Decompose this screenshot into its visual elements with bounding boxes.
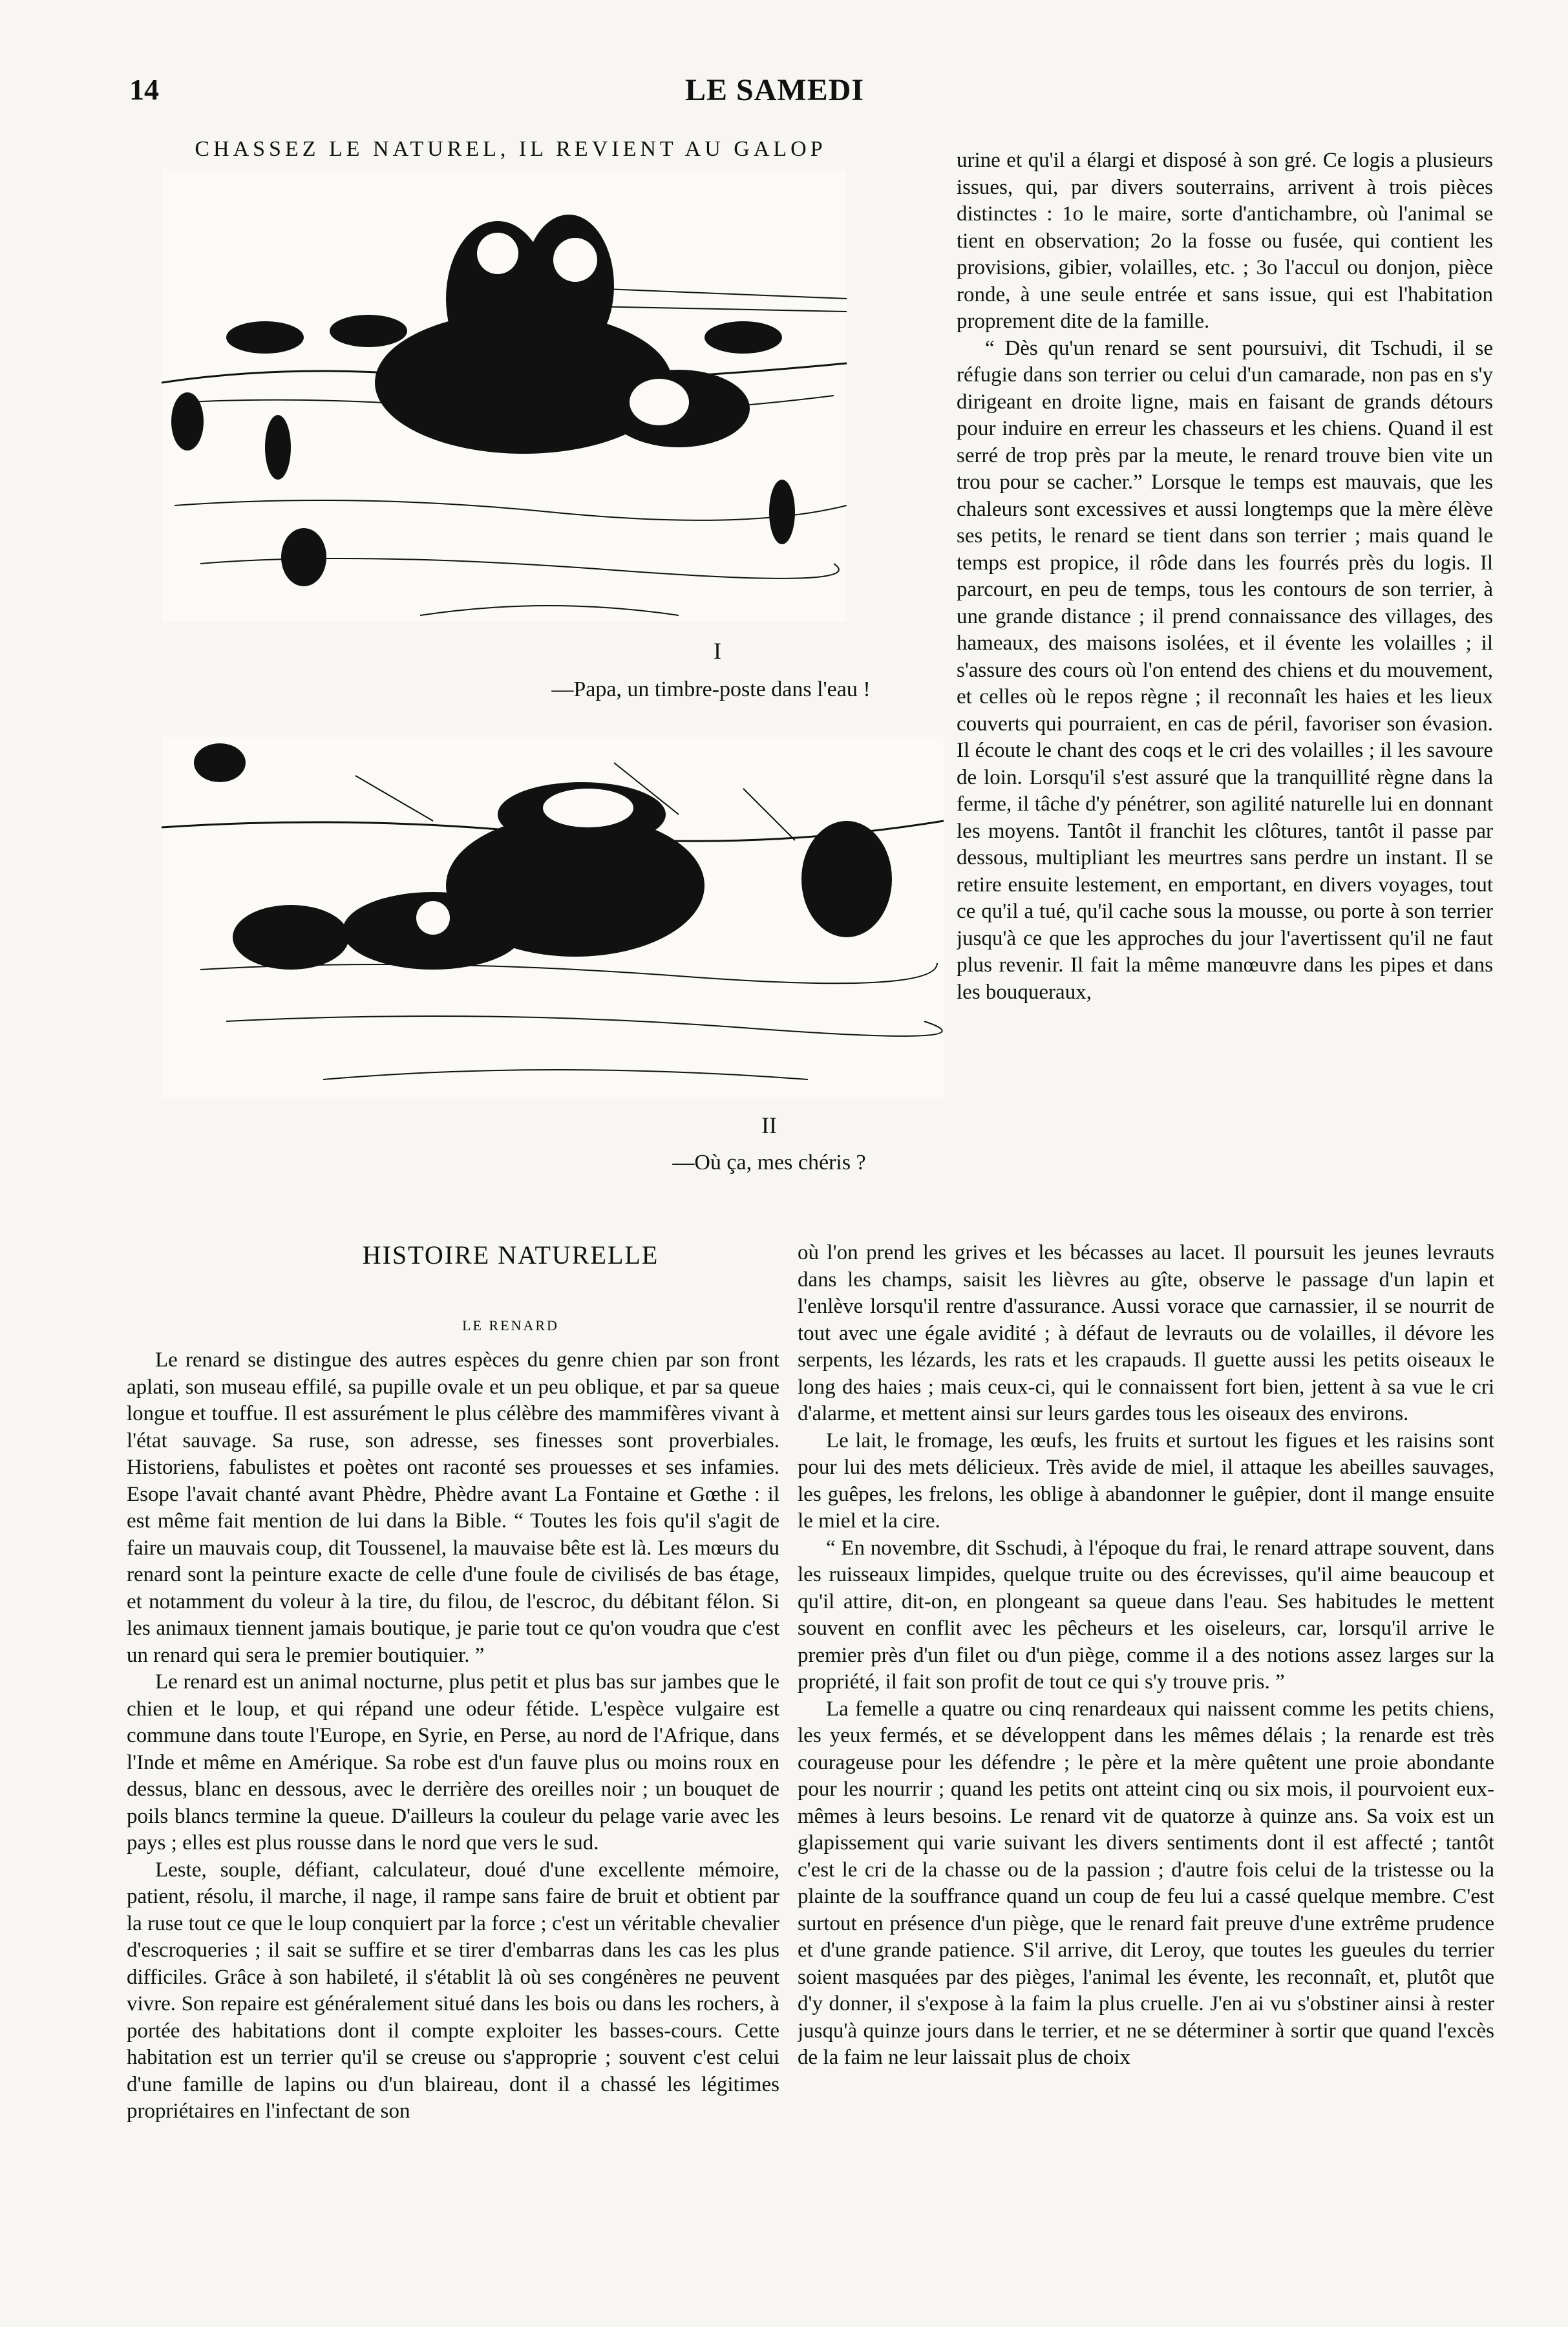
paragraph: Le renard est un animal nocturne, plus petit et plus bas sur jambes que le chien et le loup, et qui répand une odeur fétide. L'espèce vulgaire est commune dans toute l'Europe, en Syrie, en Perse, au nord de l'Afrique, dans l'Inde et même en Amérique. Sa robe est d'un fauve plus ou moins roux en dessus, blanc en dessous, avec le derrière des oreilles noir ; un bouquet de poils blancs termine la queue. D'ailleurs la couleur du pelage varie avec les pays ; elles est plus rousse dans le nord que vers le sud. <box>127 1670 779 1854</box>
article-right-column-top <box>957 147 1493 1240</box>
article-left-column <box>127 1347 779 2297</box>
paragraph: Le renard se distingue des autres espèces du genre chien par son front aplati, son museau effilé, sa pupille ovale et un peu oblique, et par sa queue longue et touffue. Il est assurément le plus célèbre des mammifères vivant à l'état sauvage. Sa ruse, son adresse, ses finesses sont proverbiales. Historiens, fabulistes et poètes ont raconté ses prouesses et ses infamies. Esope l'avait chanté avant Phèdre, Phèdre avant La Fontaine et Gœthe : il est même fait mention de lui dans la Bible. “ Toutes les fois qu'il s'agit de faire un mauvais coup, dit Toussenel, la mauvaise bête est là. Les mœurs du renard sont la peinture exacte de celle d'une foule de civilisés de bas étage, et notamment du voleur à la tire, du filou, de l'escroc, du débitant félon. Si les animaux tiennent jamais boutique, je parie tout ce qu'on voudra que c'est un renard qui sera le premier boutiquier. ” <box>127 1348 779 1667</box>
article-subheading: LE RENARD <box>462 1317 559 1334</box>
cartoon-panel-1-caption: —Papa, un timbre-poste dans l'eau ! <box>551 677 871 701</box>
cartoon-panel-1-number: I <box>714 638 721 664</box>
cartoon-panel-2-caption: —Où ça, mes chéris ? <box>672 1151 866 1174</box>
paragraph: Leste, souple, défiant, calculateur, doué d'une excellente mémoire, patient, résolu, il marche, il nage, il rampe sans faire de bruit et obtient par la ruse tout ce que le loup conquiert par la force ; c'est un véritable chevalier d'escroqueries ; il sait se suffire et se tirer d'embarras dans les cas les plus difficiles. Grâce à son habileté, il s'établit là où ses congénères ne peuvent vivre. Son repaire est généralement situé dans les bois ou dans les rochers, à portée des habitations dont il compte exploiter les basses-cours. Cette habitation est un terrier qu'il se creuse ou s'approprie ; souvent c'est celui d'une famille de lapins ou d'un blaireau, dont il a chassé les légitimes propriétaires en l'infectant de son <box>127 1858 779 2123</box>
paragraph: où l'on prend les grives et les bécasses au lacet. Il poursuit les jeunes levrauts dans les champs, saisit les lièvres au gîte, observe le passage d'un lapin et l'enlève lorsqu'il rentre d'assurance. Aussi vorace que carnassier, il se nourrit de tout avec une égale avidité ; à défaut de levrauts ou de volailles, il dévore les serpents, les lézards, les rats et les crapauds. Il guette aussi les petits oiseaux le long des haies ; mais ceux-ci, qui le connaissent fort bien, jettent à sa vue le cri d'alarme, et mettent ainsi sur leurs gardes tous les oiseaux des environs. <box>798 1241 1494 1425</box>
journal-title: LE SAMEDI <box>685 73 865 107</box>
paragraph: “ Dès qu'un renard se sent poursuivi, dit Tschudi, il se réfugie dans son terrier ou celui d'un camarade, non pas en s'y dirigeant en droite ligne, mais en faisant de grands détours pour induire en erreur les chasseurs et les chiens. Quand il est serré de trop près par la meute, le renard trouve bien vite un trou pour se cacher.” Lorsque le temps est mauvais, que les chaleurs sont excessives et aussi longtemps que la mère élève ses petits, le renard se tient dans son terrier ; mais quand le temps est propice, il rôde dans les fourrés près du logis. Il parcourt, en peu de temps, tous les contours de son terrier, à une grande distance ; il prend connaissance des villages, des hameaux, des maisons isolées, et il évente les volailles ; il s'assure des cours où l'on entend des chiens et du mouvement, et celles où le repos règne ; il reconnaît les haies et les lieux couverts qui pourraient, en cas de péril, favoriser son évasion. Il écoute le chant des coqs et le cri des volailles ; il les savoure de loin. Lorsqu'il s'est assuré que la tranquillité règne dans la ferme, il tâche d'y pénétrer, son agilité naturelle lui en donnant les moyens. Tantôt il franchit les clôtures, tantôt il passe par dessous, multipliant les meurtres sans perdre un instant. Il se retire ensuite lestement, en emportant, en divers voyages, tout ce qu'il a tué, qu'il cache sous la mousse, ou porte à son terrier jusqu'à ce que les approches du jour l'avertissent qu'il ne faut plus revenir. Il fait la même manœuvre dans les pipes et dans les bouqueraux, <box>957 336 1493 1004</box>
cartoon-panel-2-illustration <box>162 737 944 1099</box>
article-heading: HISTOIRE NATURELLE <box>362 1240 659 1270</box>
paragraph: La femelle a quatre ou cinq renardeaux qui naissent comme les petits chiens, les yeux fermés, et se développent dans les mêmes délais ; la renarde est très courageuse pour les défendre ; le père et la mère quêtent une proie abondante pour les nourrir ; quand les petits ont atteint cinq ou six mois, il pourvoient eux-mêmes à leurs besoins. Le renard vit de quatorze à quinze ans. Sa voix est un glapissement qui varie suivant les divers sentiments dont il est affecté ; tantôt c'est le cri de la chasse ou de la passion ; d'autre fois celui de la tristesse ou la plainte de la souffrance quand un coup de feu lui a cassé quelque membre. C'est surtout en présence d'un piège, que le renard fait preuve d'une extrême prudence et d'une grande patience. S'il arrive, dit Leroy, que toutes les gueules du terrier soient masquées par des pièges, l'animal les évente, les reconnaît, et, plutôt que d'y donner, il s'expose à la faim la plus cruelle. J'en ai vu s'obstiner ainsi à rester jusqu'à quinze jours dans le terrier, et ne se déterminer à sortir que quand l'excès de la faim ne leur laissait plus de choix <box>798 1697 1494 2069</box>
cartoon-panel-2-number: II <box>761 1112 777 1138</box>
paragraph: Le lait, le fromage, les œufs, les fruits et surtout les figues et les raisins sont pour lui des mets délicieux. Très avide de miel, il attaque les abeilles sauvages, les guêpes, les frelons, les oblige à abandonner le guêpier, dont il mange ensuite le miel et la cire. <box>798 1429 1494 1533</box>
paragraph: urine et qu'il a élargi et disposé à son gré. Ce logis a plusieurs issues, qui, par divers souterrains, arrivent à trois pièces distinctes : 1o le maire, sorte d'antichambre, où l'animal se tient en observation; 2o la fosse ou fusée, qui contient les provisions, gibier, volailles, etc. ; 3o l'accul ou donjon, pièce ronde, à une seule entrée et sans issue, qui est l'habitation proprement dite de la famille. <box>957 149 1493 333</box>
cartoon-title: CHASSEZ LE NATUREL, IL REVIENT AU GALOP <box>195 137 827 161</box>
cartoon-panel-1-illustration <box>162 169 847 622</box>
article-right-column-bottom <box>798 1240 1494 2300</box>
page-number: 14 <box>129 73 159 106</box>
paragraph: “ En novembre, dit Sschudi, à l'époque du frai, le renard attrape souvent, dans les ruisseaux limpides, quelque truite ou des écrevisses, qu'il aime beaucoup et qu'il attire, dit-on, en plongeant sa queue dans l'eau. Ses habitudes le mettent souvent en conflit avec les pêcheurs et les oiseleurs, car, lorsqu'il arrive le premier près d'un filet ou d'un piège, comme il a des notions assez larges sur la propriété, il fait son profit de tout ce qui s'y trouve pris. ” <box>798 1536 1494 1694</box>
